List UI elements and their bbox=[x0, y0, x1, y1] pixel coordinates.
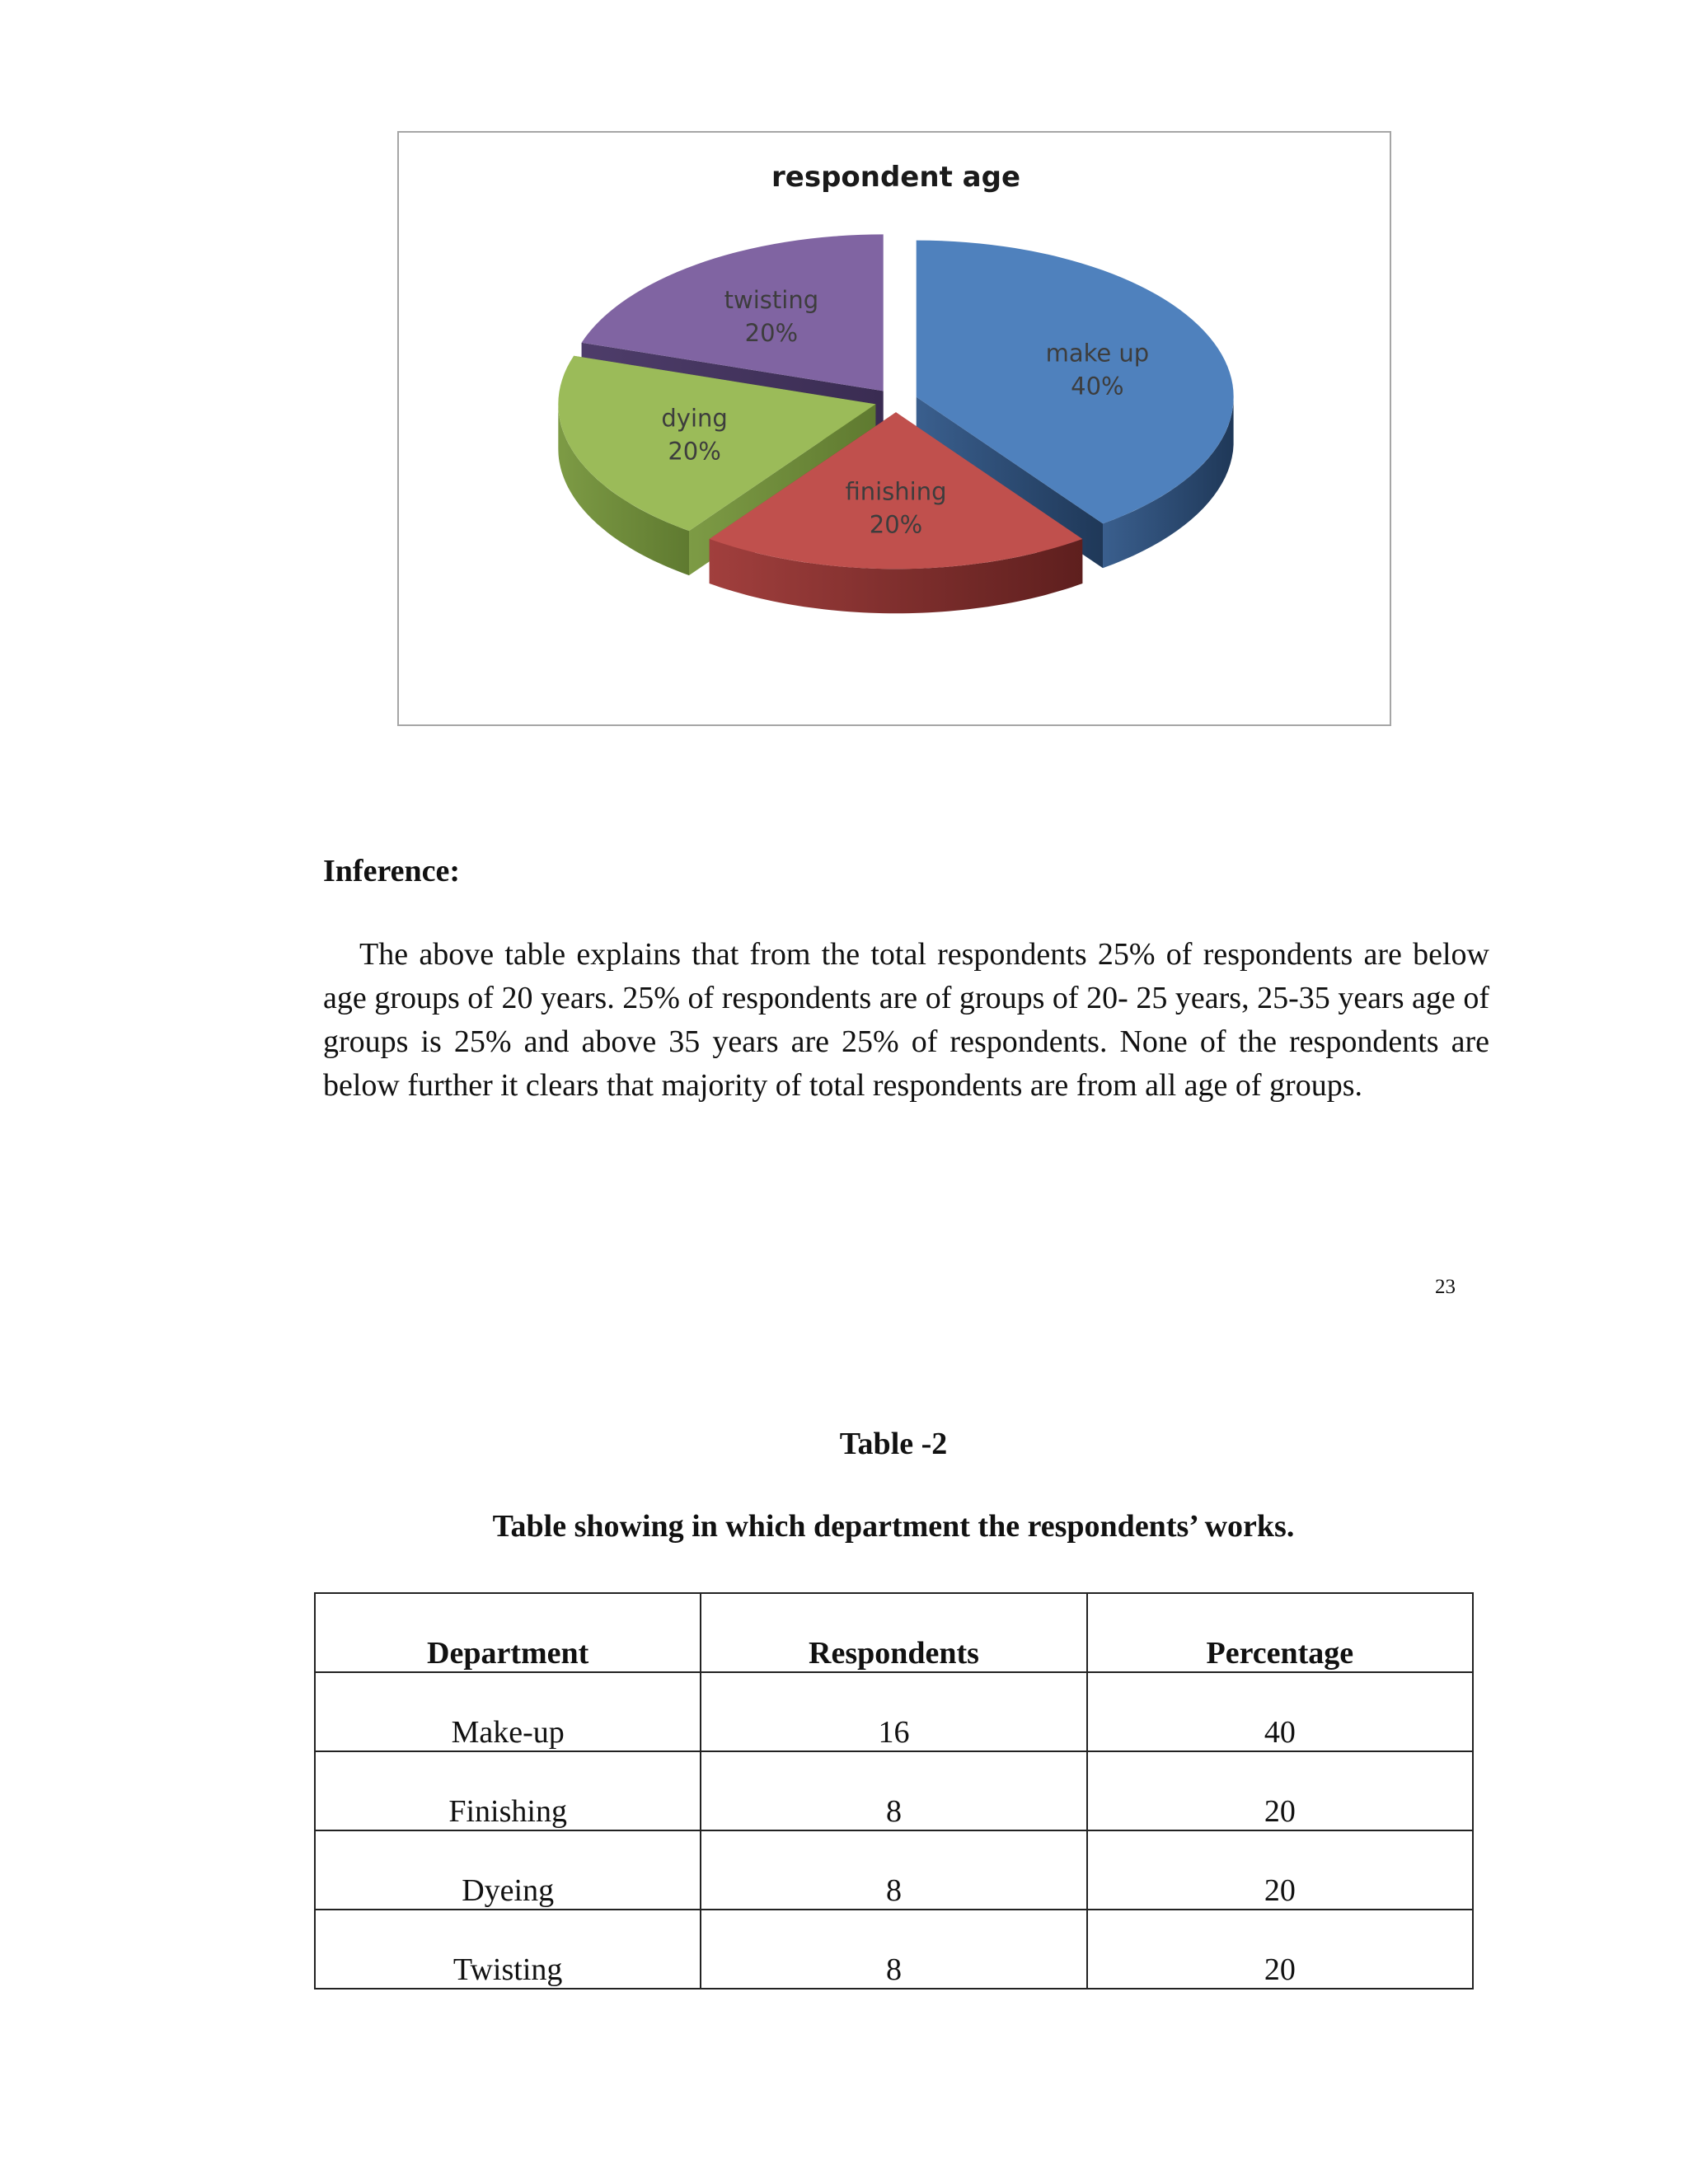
table-row bbox=[315, 1672, 1473, 1751]
percentage-cell: 40 bbox=[1087, 1672, 1473, 1751]
table-caption: Table showing in which department the respondents’ works. bbox=[492, 1509, 1295, 1544]
chart-title: respondent age bbox=[771, 161, 1020, 194]
table-row bbox=[315, 1830, 1473, 1910]
inference-heading: Inference: bbox=[323, 854, 461, 888]
slice-value-label: 20% bbox=[744, 319, 799, 348]
table-title: Table -2 bbox=[839, 1427, 948, 1461]
inference-paragraph: The above table explains that from the total respondents 25% of respondents are below age groups of 20 years. 25% of respondents are of groups of 20- 25 years, 25-35 years age of groups is 25% and above 35 years are 25% of respondents. None of the respondents are below further it clears that majority of total respondents are from all age of groups. bbox=[323, 937, 1489, 1103]
slice-value-label: 20% bbox=[869, 510, 923, 539]
percentage-cell: 20 bbox=[1087, 1751, 1473, 1830]
slice-category-label: twisting bbox=[724, 286, 819, 315]
table-header-row bbox=[315, 1593, 1473, 1672]
column-header-percentage: Percentage bbox=[1087, 1593, 1473, 1672]
slice-value-label: 40% bbox=[1071, 372, 1124, 401]
pie-chart-frame bbox=[397, 131, 1391, 726]
respondents-cell: 8 bbox=[701, 1830, 1086, 1910]
pie-chart bbox=[399, 133, 1393, 728]
respondents-cell: 8 bbox=[701, 1751, 1086, 1830]
table-row bbox=[315, 1751, 1473, 1830]
percentage-cell: 20 bbox=[1087, 1910, 1473, 1989]
page-number: 23 bbox=[1435, 1276, 1456, 1298]
department-table bbox=[314, 1592, 1474, 1990]
slice-category-label: finishing bbox=[845, 477, 947, 506]
table-row bbox=[315, 1910, 1473, 1989]
department-cell: Dyeing bbox=[315, 1830, 701, 1910]
column-header-respondents: Respondents bbox=[701, 1593, 1086, 1672]
respondents-cell: 8 bbox=[701, 1910, 1086, 1989]
department-cell: Twisting bbox=[315, 1910, 701, 1989]
respondents-cell: 16 bbox=[701, 1672, 1086, 1751]
slice-category-label: dying bbox=[661, 404, 728, 433]
department-cell: Finishing bbox=[315, 1751, 701, 1830]
department-cell: Make-up bbox=[315, 1672, 701, 1751]
column-header-department: Department bbox=[315, 1593, 701, 1672]
slice-value-label: 20% bbox=[668, 437, 721, 466]
slice-category-label: make up bbox=[1045, 339, 1150, 368]
percentage-cell: 20 bbox=[1087, 1830, 1473, 1910]
